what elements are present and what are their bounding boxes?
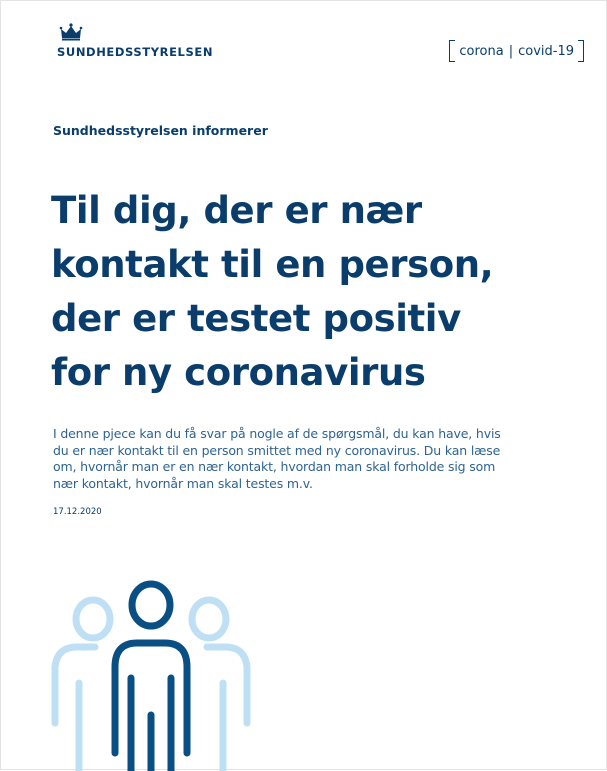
title-line: for ny coronavirus — [51, 351, 426, 394]
bracket-right-icon — [578, 40, 584, 62]
front-person-icon — [115, 584, 187, 771]
title-line: kontakt til en person, — [51, 243, 494, 286]
intro-line: om, hvornår man er en nær kontakt, hvordan man skal forholde sig som — [53, 459, 496, 475]
back-left-person-icon — [55, 600, 110, 771]
publication-date: 17.12.2020 — [53, 507, 102, 517]
intro-line: nær kontakt, hvornår man skal testes m.v. — [53, 475, 313, 491]
title-line: der er testet positiv — [51, 297, 461, 340]
document-title — [51, 184, 571, 400]
corona-covid-tag — [449, 39, 584, 63]
title-line: Til dig, der er nær — [51, 189, 422, 232]
tag-corona: corona — [459, 43, 504, 59]
tag-covid: covid-19 — [518, 43, 574, 59]
people-group-icon — [41, 573, 261, 771]
crown-icon — [59, 23, 83, 41]
logo — [57, 23, 217, 63]
logo-wordmark: SUNDHEDSSTYRELSEN — [57, 45, 214, 59]
publisher-line: Sundhedsstyrelsen informerer — [53, 123, 268, 138]
bracket-left-icon — [449, 40, 455, 62]
intro-paragraph — [53, 426, 565, 492]
back-right-person-icon — [192, 600, 247, 771]
tag-separator: | — [508, 43, 514, 59]
intro-line: du er nær kontakt til en person smittet med ny coronavirus. Du kan læse — [53, 442, 501, 458]
intro-line: I denne pjece kan du få svar på nogle af de spørgsmål, du kan have, hvis — [53, 426, 501, 441]
